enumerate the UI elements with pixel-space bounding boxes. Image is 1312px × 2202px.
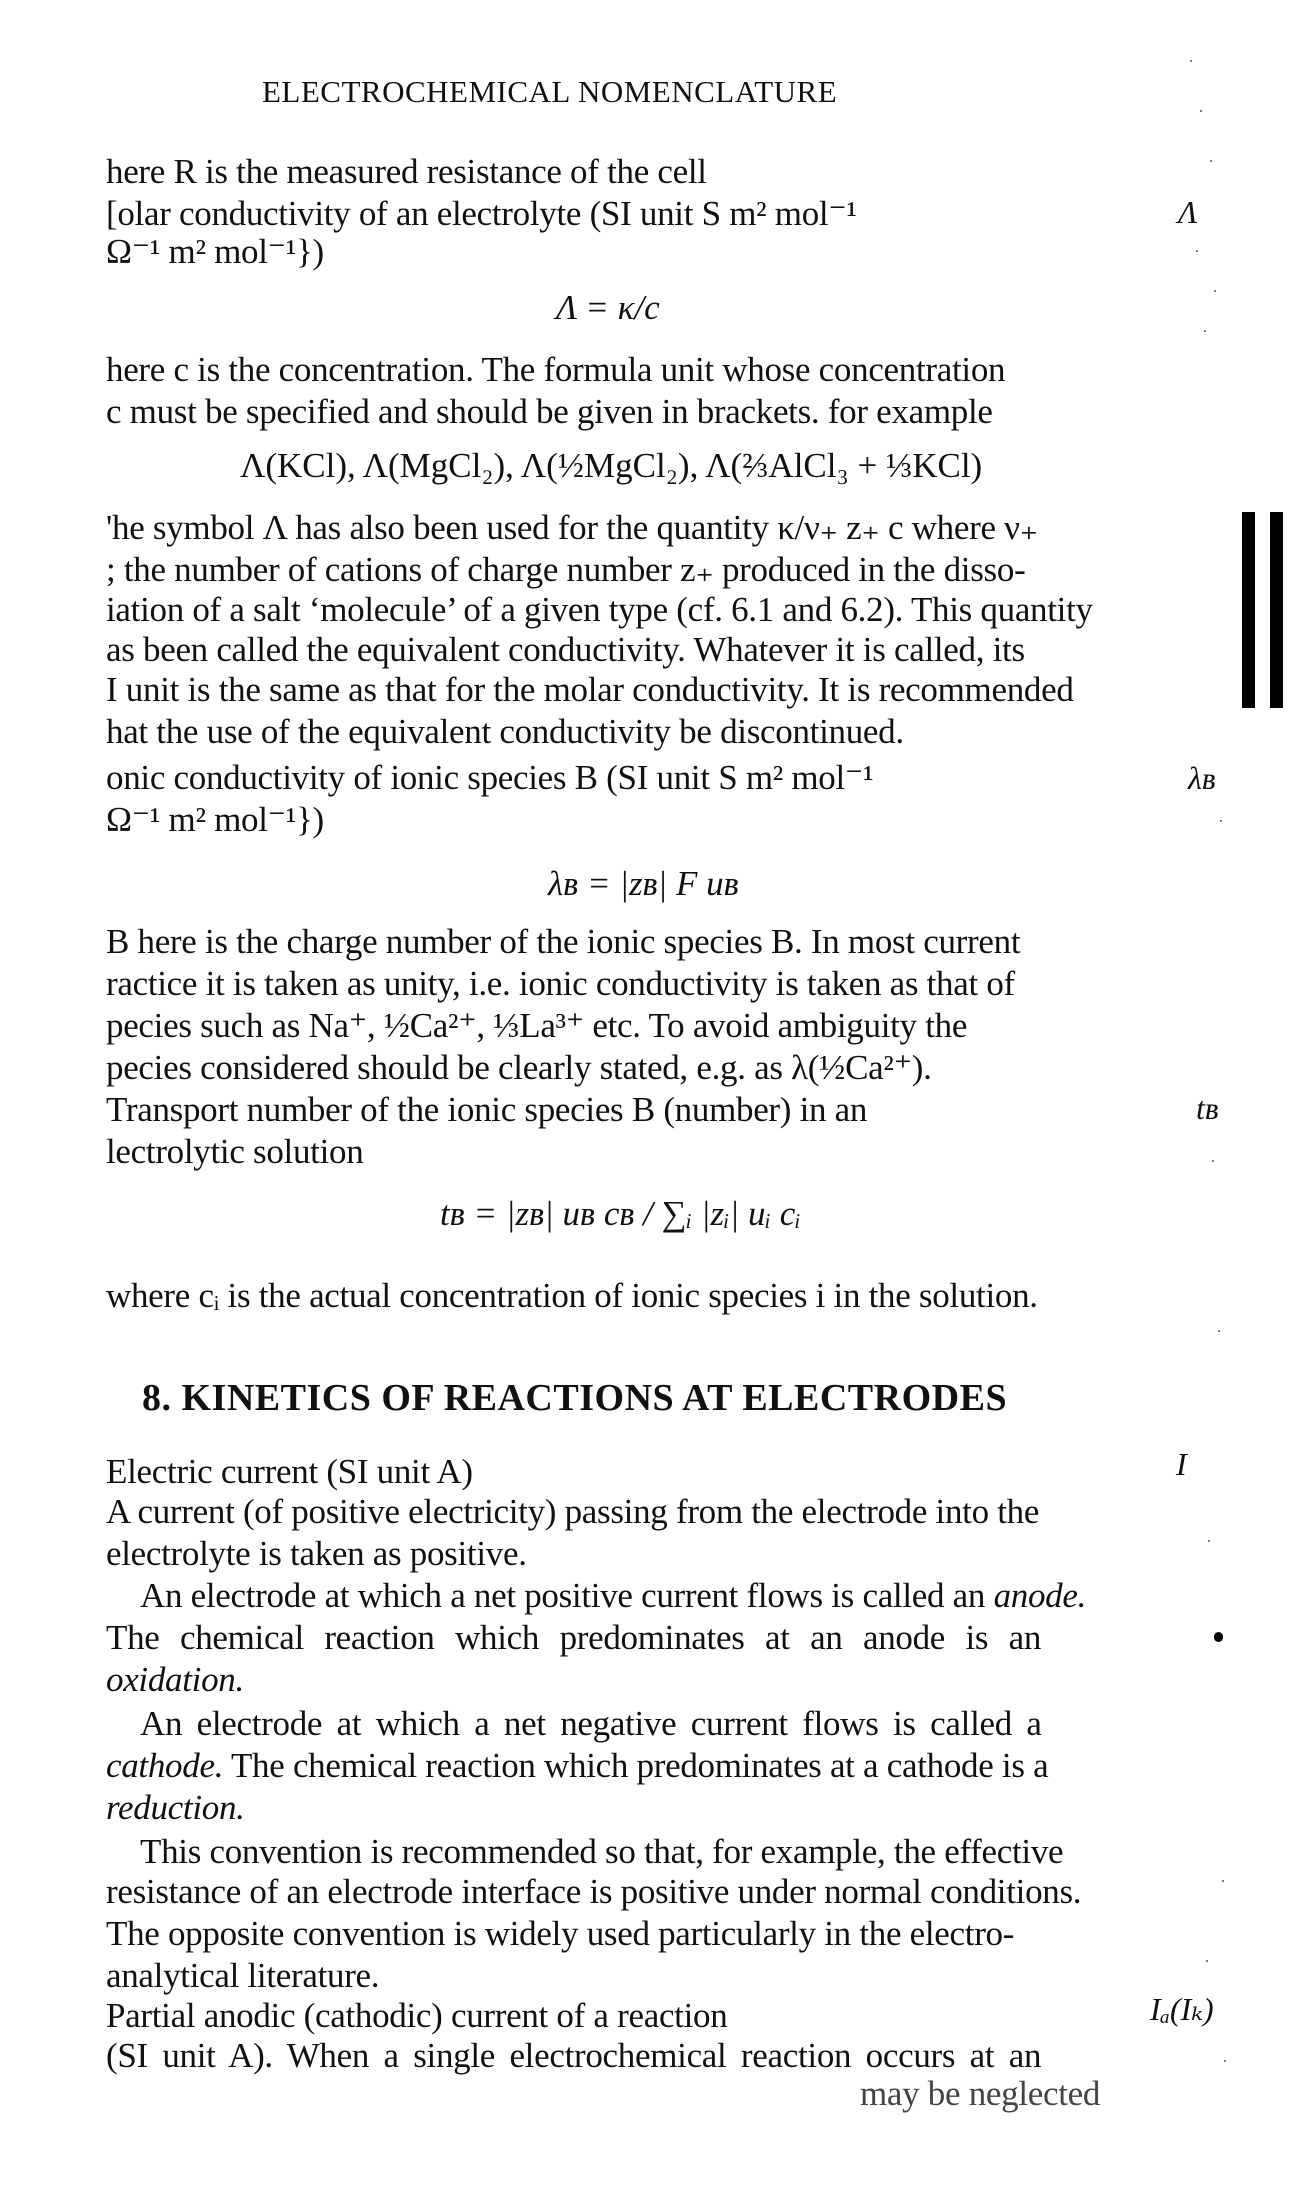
margin-symbol-molar-conductivity: Λ [1178,194,1198,230]
text-line: This convention is recommended so that, for example, the effective [140,1832,1064,1871]
text-line: Ω⁻¹ m² mol⁻¹}) [106,800,324,839]
equation-ionic-conductivity: λʙ = |zʙ| F uʙ [548,864,739,903]
text-line [106,1746,1048,1786]
text-line: analytical literature. [106,1956,380,1995]
equation-molar-conductivity: Λ = κ/c [556,288,660,327]
term-oxidation: oxidation. [106,1660,244,1699]
text-line: Transport number of the ionic species B (number) in an [106,1090,868,1129]
equation-transport-number: tʙ = |zʙ| uʙ cʙ / ∑ᵢ |zᵢ| uᵢ cᵢ [440,1194,801,1233]
text-line: (SI unit A). When a single electrochemical reaction occurs at an [106,2036,1042,2075]
margin-symbol-ionic-conductivity: λʙ [1188,760,1216,796]
change-bar [1270,512,1283,708]
text-line: pecies considered should be clearly stated, e.g. as λ(½Ca²⁺). [106,1048,932,1087]
text-line: onic conductivity of ionic species B (SI unit S m² mol⁻¹ [106,758,874,797]
text-line: here c is the concentration. The formula unit whose concentration [106,350,1006,389]
margin-symbol-electric-current: I [1176,1446,1187,1482]
text-line: Partial anodic (cathodic) current of a reaction [106,1996,728,2035]
text-line: where cᵢ is the actual concentration of ionic species i in the solution. [106,1276,1038,1315]
running-header: ELECTROCHEMICAL NOMENCLATURE [262,74,838,109]
text-line: I unit is the same as that for the molar conductivity. It is recommended [106,670,1074,709]
text-line-cut-off: may be neglected [860,2074,1101,2113]
text-line: 'he symbol Λ has also been used for the quantity κ/ν₊ z₊ c where ν₊ [106,508,1038,547]
text-line [106,1788,245,1828]
text-line: resistance of an electrode interface is positive under normal conditions. [106,1872,1082,1911]
text-span: The chemical reaction which predominates at a cathode is a [223,1746,1049,1785]
text-line: here R is the measured resistance of the cell [106,152,707,191]
margin-symbol-transport-number: tʙ [1196,1090,1219,1126]
text-line: Electric current (SI unit A) [106,1452,473,1491]
text-line: ; the number of cations of charge number z₊ produced in the disso- [106,550,1026,589]
text-line: iation of a salt ‘molecule’ of a given type (cf. 6.1 and 6.2). This quantity [106,590,1093,629]
text-line: B here is the charge number of the ionic species B. In most current [106,922,1021,961]
text-line [106,1660,244,1700]
equation-examples: Λ(KCl), Λ(MgCl₂), Λ(½MgCl₂), Λ(⅔AlCl₃ + ⅓KCl) [240,446,983,485]
term-anode: anode. [993,1576,1087,1615]
term-reduction: reduction. [106,1788,245,1827]
text-line [140,1576,1086,1616]
text-line: A current (of positive electricity) passing from the electrode into the [106,1492,1040,1531]
text-line: lectrolytic solution [106,1132,364,1171]
text-line: as been called the equivalent conductivity. Whatever it is called, its [106,630,1025,669]
change-bar [1242,512,1255,708]
section-heading: 8. KINETICS OF REACTIONS AT ELECTRODES [142,1377,1008,1419]
text-span: An electrode at which a net positive current flows is called an [140,1576,986,1615]
margin-symbol-partial-current: Iₐ(Iₖ) [1150,1991,1214,2027]
text-line: ractice it is taken as unity, i.e. ionic conductivity is taken as that of [106,964,1015,1003]
text-line: c must be specified and should be given in brackets. for example [106,392,993,431]
text-line: An electrode at which a net negative current flows is called a [140,1704,1042,1743]
text-line: hat the use of the equivalent conductivity be discontinued. [106,712,904,751]
text-line: [olar conductivity of an electrolyte (SI unit S m² mol⁻¹ [106,194,857,233]
text-line: The opposite convention is widely used particularly in the electro- [106,1914,1015,1953]
term-cathode: cathode. [106,1746,224,1785]
text-line: pecies such as Na⁺, ½Ca²⁺, ⅓La³⁺ etc. To avoid ambiguity the [106,1006,968,1045]
text-line: electrolyte is taken as positive. [106,1534,527,1573]
text-line: The chemical reaction which predominates at an anode is an [106,1618,1042,1657]
text-line: Ω⁻¹ m² mol⁻¹}) [106,232,324,271]
